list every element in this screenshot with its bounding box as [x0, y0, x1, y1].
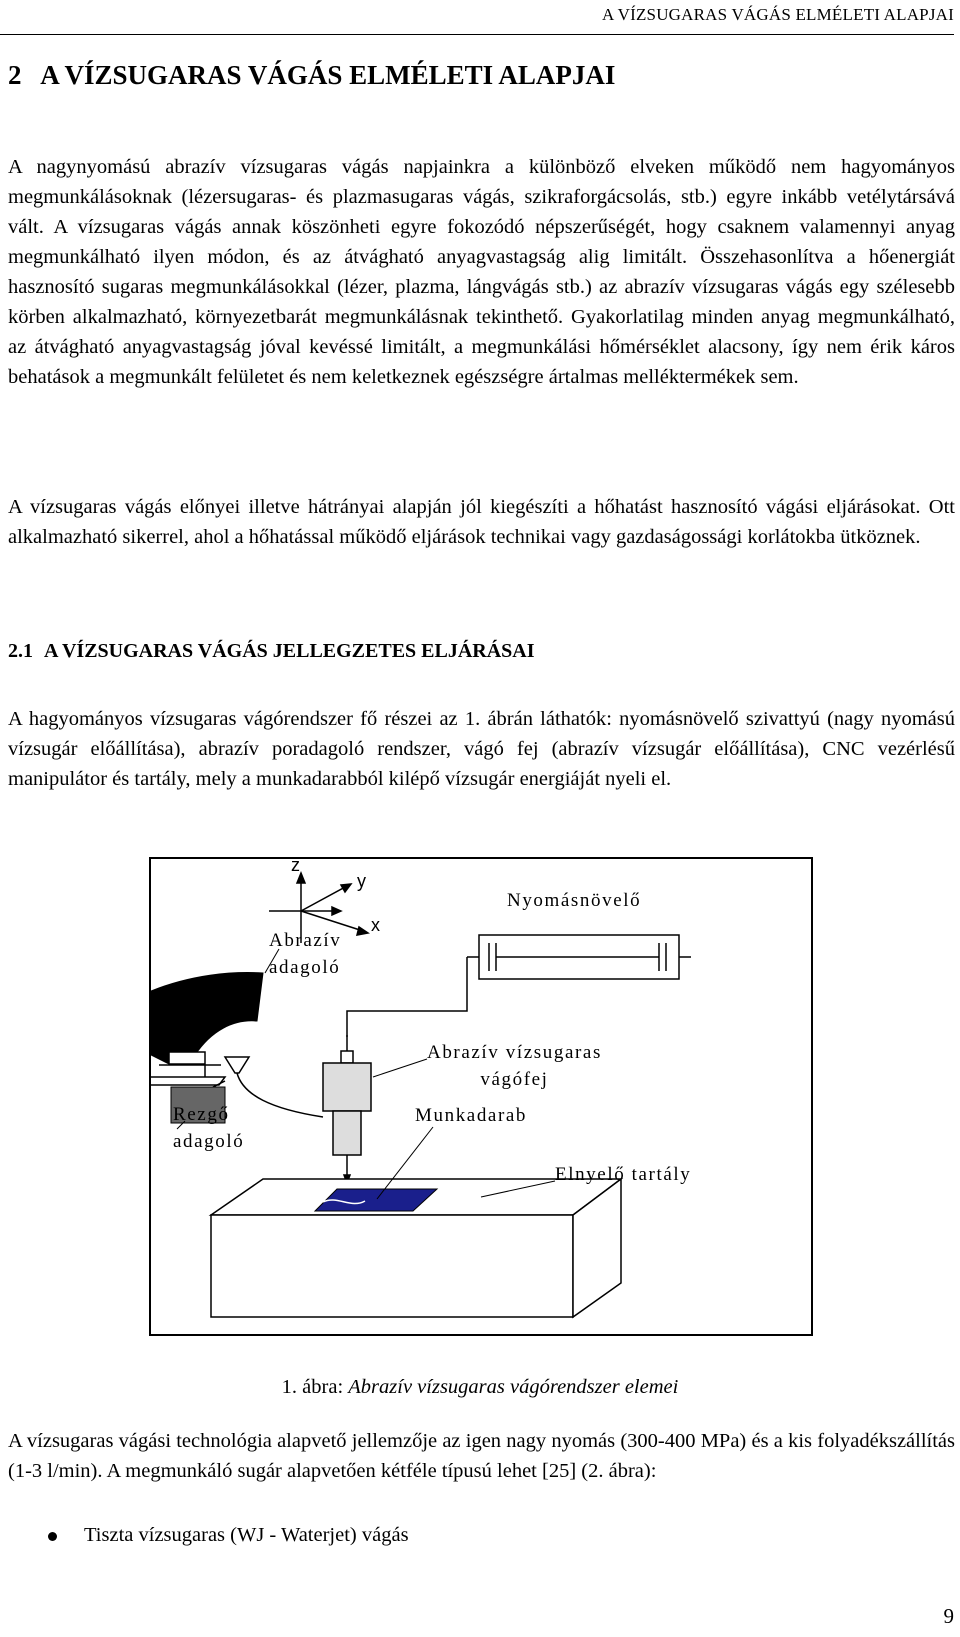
- bullet-list: [8, 1520, 409, 1550]
- axis-z-label: z: [291, 855, 300, 875]
- workpiece-label: Munkadarab: [415, 1105, 528, 1126]
- bullet-dot-icon: [48, 1532, 57, 1541]
- figure-diagram: [149, 857, 813, 1336]
- page-number: 9: [943, 1604, 954, 1628]
- section-number: 2.1: [8, 640, 33, 662]
- caption-prefix: 1. ábra:: [281, 1376, 349, 1398]
- running-header: [0, 0, 954, 35]
- system-diagram-svg: [151, 859, 815, 1338]
- caption-title: Abrazív vízsugaras vágórendszer elemei: [348, 1376, 679, 1398]
- bullet-item: [8, 1520, 409, 1550]
- pump-label: Nyomásnövelő: [507, 890, 642, 911]
- figure-caption: [0, 1376, 960, 1399]
- axis-x-label: x: [371, 915, 380, 935]
- section-heading: [8, 640, 535, 663]
- intro-paragraph-1: A nagynyomású abrazív vízsugaras vágás napjainkra a különböző elveken működő nem hagyományos megmunkálásoknak (lézersugaras- és plazmasugaras vágás, szikraforgácsolás, stb.) egyre inkább vetélytársává vált. A vízsugaras vágás annak köszönheti egyre fokozódó népszerűségét, hogy csaknem valamennyi anyag megmunkálható ilyen módon, és az átvágható anyagvastagság alig limitált. Összehasonlítva a hőenergiát hasznosító sugaras megmunkálásokkal (lézer, plazma, lángvágás stb.) az abrazív vízsugaras vágás egy szélesebb körben alkalmazható, környezetbarát megmunkálásnak tekinthető. Gyakorlatilag minden anyag megmunkálható, az átvágható anyagvastagság jóval kevéssé limitált, a megmunkálási hőmérséklet alacsony, így nem érik káros behatások a megmunkált felületet és nem keletkeznek egészségre ártalmas melléktermékek sem.: [8, 156, 955, 388]
- catcher-tank-label: Elnyelő tartály: [555, 1164, 692, 1185]
- vibrating-feeder-label: Rezgő adagoló: [173, 1104, 245, 1152]
- pump-graphic: [347, 935, 691, 1037]
- axis-y-label: y: [357, 871, 366, 891]
- chapter-title: 2 A VÍZSUGARAS VÁGÁS ELMÉLETI ALAPJAI: [8, 60, 616, 90]
- cutting-head-label: Abrazív vízsugaras vágófej: [427, 1042, 602, 1090]
- section-title: A VÍZSUGARAS VÁGÁS JELLEGZETES ELJÁRÁSAI: [44, 640, 535, 662]
- abrasive-feeder-label: Abrazív adagoló: [269, 930, 342, 978]
- intro-paragraph-2: A vízsugaras vágás előnyei illetve hátrányai alapján jól kiegészíti a hőhatást hasznosító vágási eljárásokat. Ott alkalmazható sikerrel, ahol a hőhatással működő eljárások technikai vagy gazdaságossági korlátokba ütköznek.: [8, 496, 955, 548]
- bullet-text: Tiszta vízsugaras (WJ - Waterjet) vágás: [84, 1524, 409, 1546]
- running-title: A VÍZSUGARAS VÁGÁS ELMÉLETI ALAPJAI: [601, 5, 954, 24]
- after-figure-paragraph: A vízsugaras vágási technológia alapvető jellemzője az igen nagy nyomás (300-400 MPa) és a kis folyadékszállítás (1-3 l/min). A megmunkáló sugár alapvetően kétféle típusú lehet [25] (2. ábra):: [8, 1430, 955, 1482]
- section-paragraph: A hagyományos vízsugaras vágórendszer fő részei az 1. ábrán láthatók: nyomásnövelő szivattyú (nagy nyomású vízsugár előállítása), abrazív poradagoló rendszer, vágó fej (abrazív vízsugár előállítása), CNC vezérlésű manipulátor és tartály, mely a munkadarabból kilépő vízsugár energiáját nyeli el.: [8, 708, 955, 790]
- hopper-graphic: [151, 973, 263, 1065]
